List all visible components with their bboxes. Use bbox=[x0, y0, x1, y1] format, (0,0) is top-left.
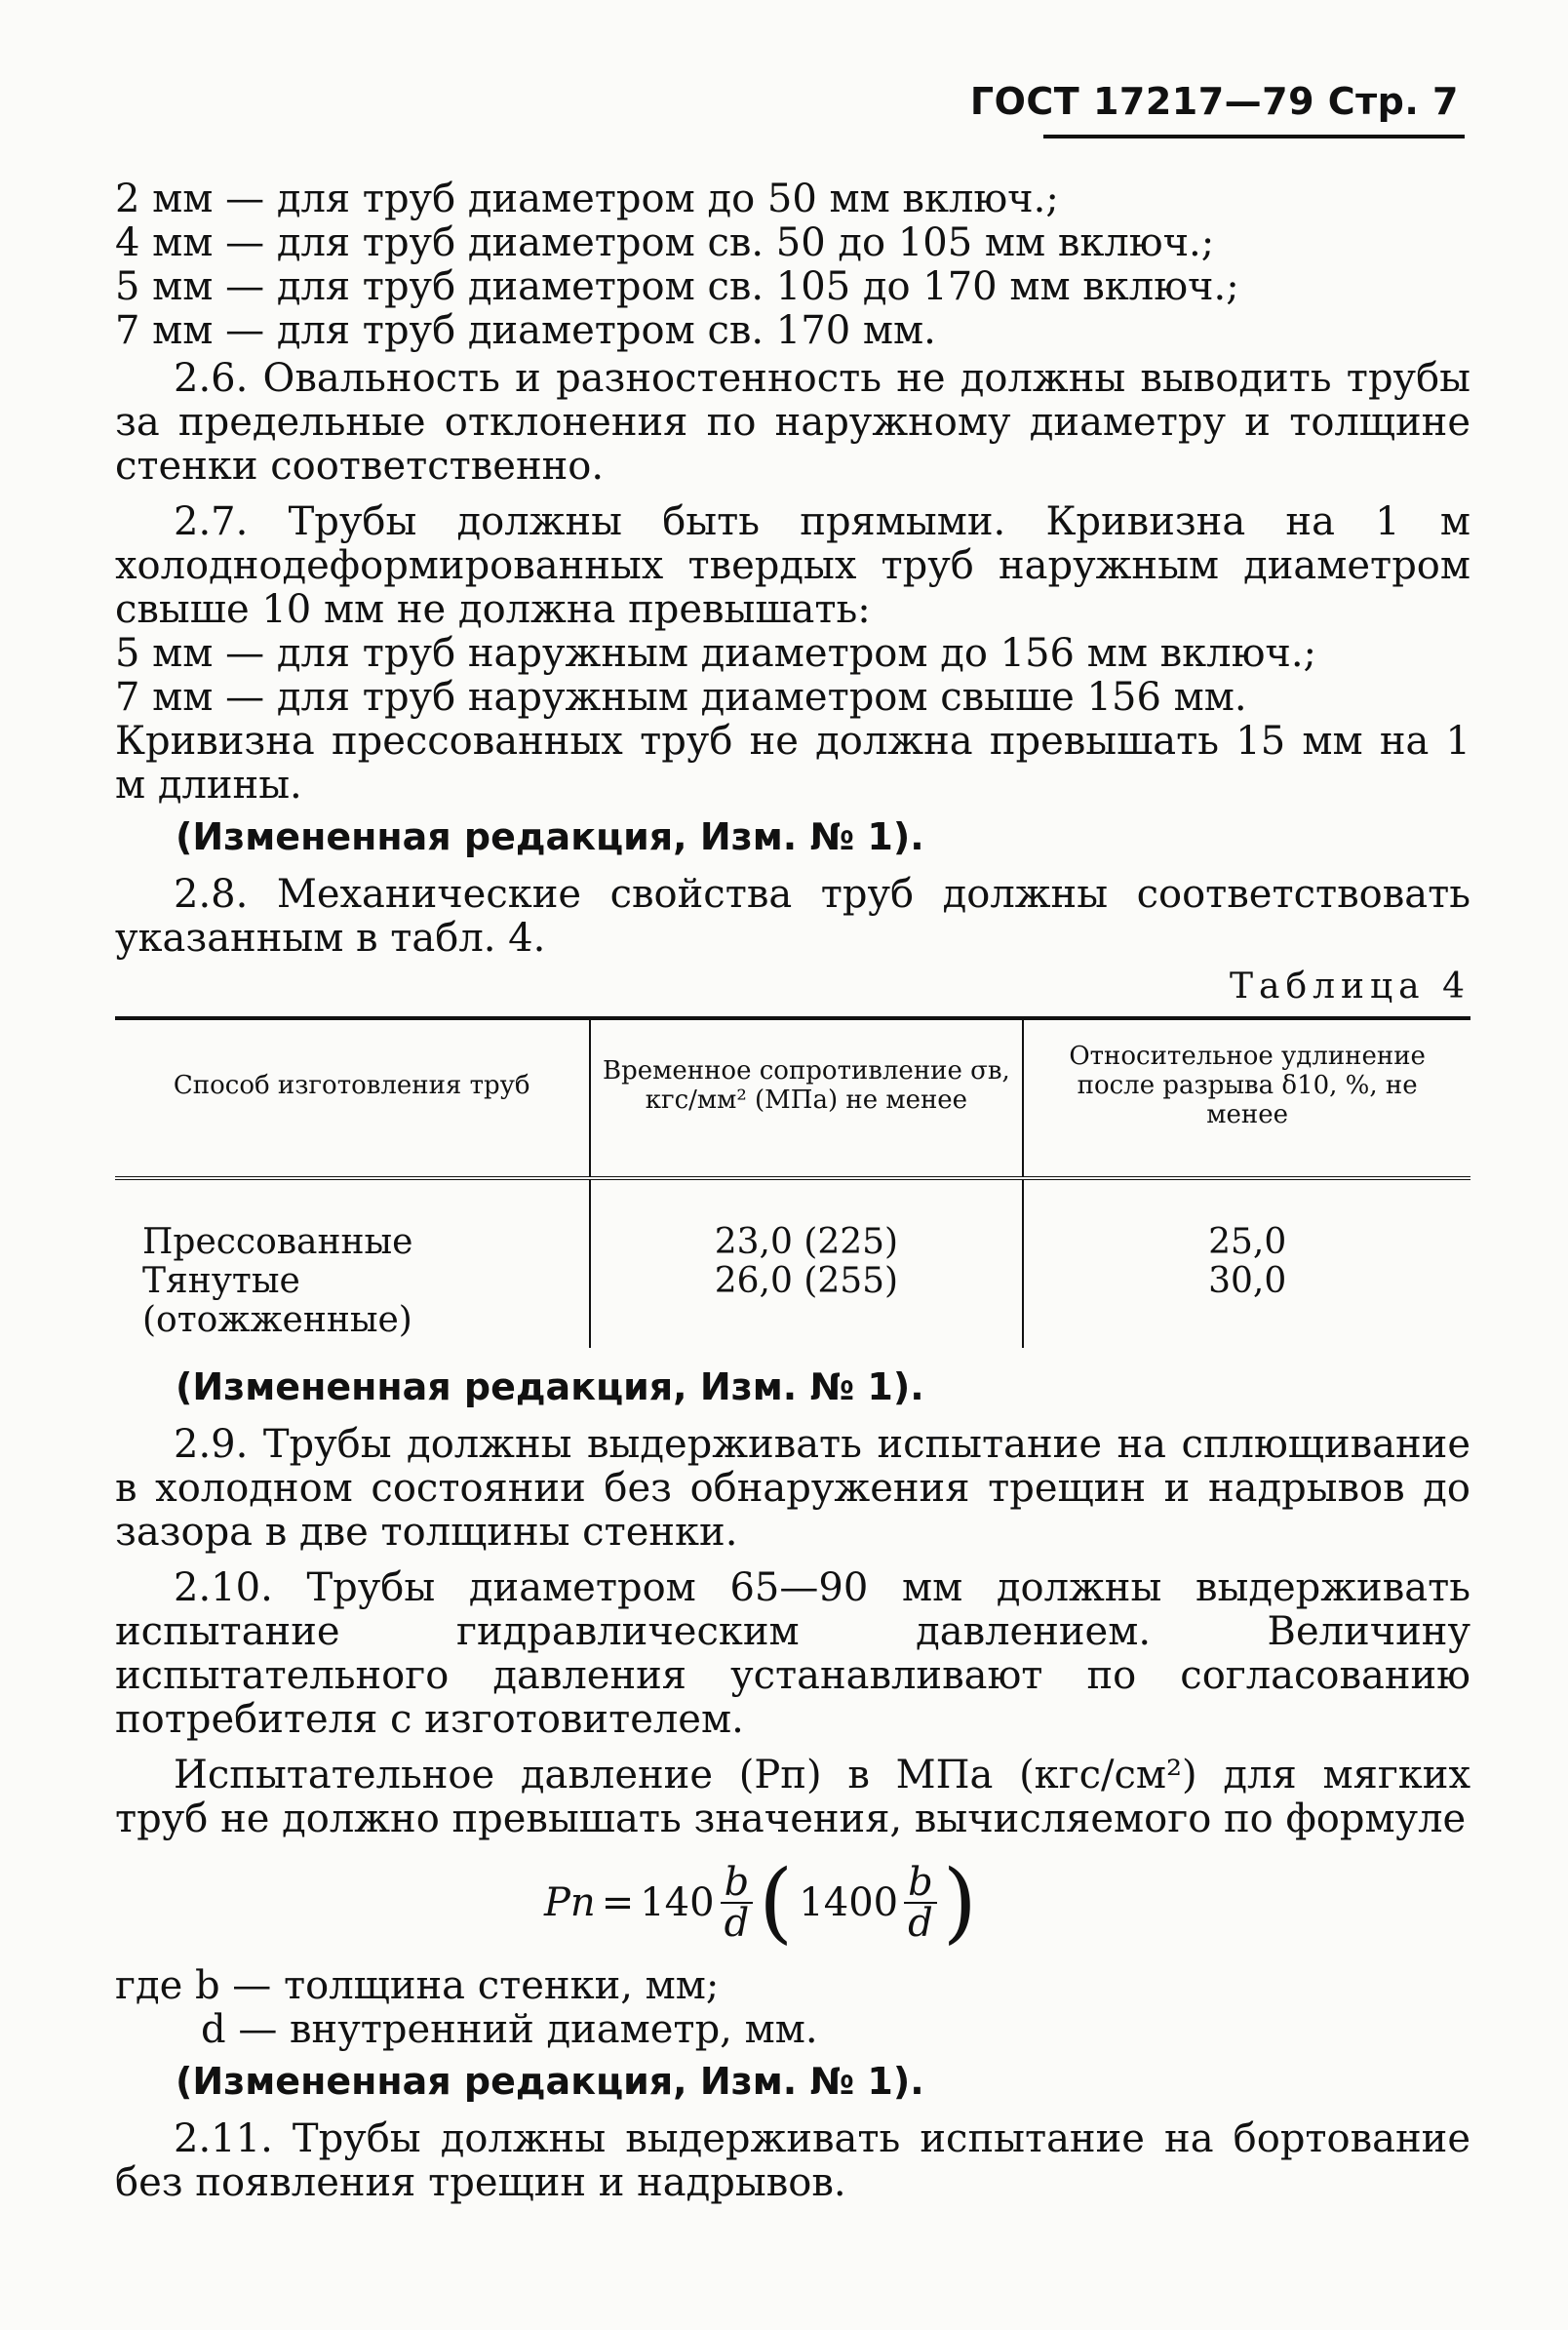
paragraph-2-10: 2.10. Трубы диаметром 65—90 мм должны выдерживать испытание гидравлическим давлением. Величину испытательного давления устанавливают по согласованию потребителя с изготовителем. bbox=[115, 1565, 1470, 1742]
paragraph-2-6: 2.6. Овальность и разностенность не должны выводить трубы за предельные отклонения по наружному диаметру и толщине стенки соответственно. bbox=[115, 356, 1470, 489]
formula-coef-1: 140 bbox=[640, 1879, 715, 1925]
document-body bbox=[115, 178, 1470, 2217]
revision-note: (Измененная редакция, Изм. № 1). bbox=[176, 1365, 924, 1408]
list-item: 5 мм — для труб наружным диаметром до 156 мм включ.; bbox=[115, 631, 1317, 676]
where-lead: где bbox=[115, 1963, 183, 2008]
pressure-formula bbox=[544, 1851, 1470, 1954]
definition-d: d — внутренний диаметр, мм. bbox=[201, 2007, 818, 2052]
table-cell-value: Тянутые (отожженные) bbox=[142, 1261, 412, 1340]
list-item: 7 мм — для труб диаметром св. 170 мм. bbox=[115, 308, 936, 353]
formula-paren-close: ) bbox=[942, 1851, 977, 1954]
formula-denominator: d bbox=[724, 1901, 750, 1946]
formula-numerator: b bbox=[904, 1863, 937, 1904]
formula-fraction bbox=[904, 1860, 937, 1946]
paragraph-2-8: 2.8. Механические свойства труб должны соответствовать указанным в табл. 4. bbox=[115, 872, 1470, 961]
paragraph-2-11: 2.11. Трубы должны выдерживать испытание на бортование без появления трещин и надрывов. bbox=[115, 2116, 1470, 2205]
list-item: 2 мм — для труб диаметром до 50 мм включ.; bbox=[115, 177, 1059, 221]
table-cell-value: 23,0 (225) bbox=[714, 1222, 899, 1262]
table-header-method: Способ изготовления труб bbox=[115, 1018, 590, 1178]
table-4 bbox=[115, 1016, 1470, 1348]
formula-paren-open: ( bbox=[759, 1851, 794, 1954]
formula-equals: = bbox=[601, 1879, 635, 1925]
table-caption: Таблица 4 bbox=[1230, 967, 1470, 1007]
page-header: ГОСТ 17217—79 Стр. 7 bbox=[969, 80, 1459, 123]
table-cell-value: 25,0 bbox=[1208, 1222, 1287, 1262]
table-cell bbox=[115, 1178, 590, 1348]
paragraph-2-7-curvature: Кривизна прессованных труб не должна превышать 15 мм на 1 м длины. bbox=[115, 719, 1470, 808]
list-item: 5 мм — для труб диаметром св. 105 до 170 мм включ.; bbox=[115, 264, 1239, 309]
revision-note: (Измененная редакция, Изм. № 1). bbox=[176, 815, 924, 858]
header-rule bbox=[1043, 135, 1465, 138]
formula-lhs: Pп bbox=[544, 1879, 596, 1925]
table-row bbox=[115, 1178, 1470, 1348]
table-header-strength: Временное сопротивление σв, кгс/мм² (МПа) не менее bbox=[590, 1018, 1024, 1178]
definition-b bbox=[115, 1964, 1470, 2008]
formula-fraction bbox=[721, 1860, 754, 1946]
table-cell-value: 26,0 (255) bbox=[714, 1261, 899, 1301]
paragraph-2-9: 2.9. Трубы должны выдерживать испытание на сплющивание в холодном состоянии без обнаружения трещин и надрывов до зазора в две толщины стенки. bbox=[115, 1422, 1470, 1555]
formula-coef-2: 1400 bbox=[799, 1879, 899, 1925]
paragraph-2-10-pressure: Испытательное давление (Pп) в МПа (кгс/см²) для мягких труб не должно превышать значения, вычисляемого по формуле bbox=[115, 1753, 1470, 1841]
definition-b-text: b — толщина стенки, мм; bbox=[194, 1963, 720, 2008]
paragraph-2-7: 2.7. Трубы должны быть прямыми. Кривизна на 1 м холоднодеформированных твердых труб наружным диаметром свыше 10 мм не должна превышать: bbox=[115, 499, 1470, 632]
table-cell bbox=[1023, 1178, 1470, 1348]
list-item: 7 мм — для труб наружным диаметром свыше 156 мм. bbox=[115, 675, 1247, 720]
revision-note: (Измененная редакция, Изм. № 1). bbox=[176, 2060, 924, 2103]
list-item: 4 мм — для труб диаметром св. 50 до 105 мм включ.; bbox=[115, 220, 1215, 265]
table-cell bbox=[590, 1178, 1024, 1348]
formula-denominator: d bbox=[908, 1901, 933, 1946]
formula-numerator: b bbox=[721, 1863, 754, 1904]
table-header-elongation: Относительное удлинение после разрыва δ10, %, не менее bbox=[1023, 1018, 1470, 1178]
table-cell-value: 30,0 bbox=[1208, 1261, 1287, 1301]
table-cell-value: Прессованные bbox=[142, 1222, 413, 1262]
